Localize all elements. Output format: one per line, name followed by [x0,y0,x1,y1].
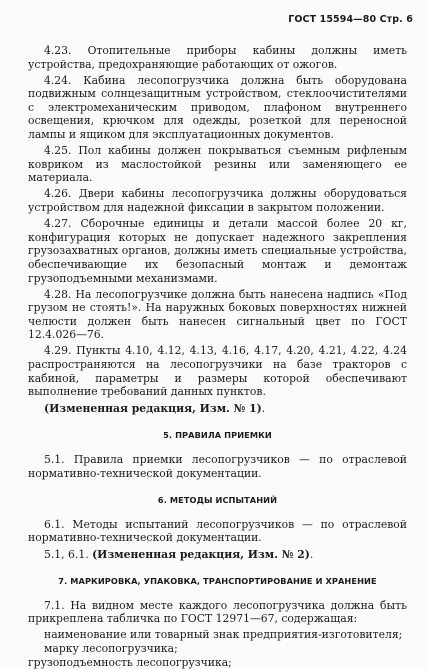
section-6-heading: 6. МЕТОДЫ ИСПЫТАНИЙ [157,495,278,506]
paragraph-4-24: 4.24. Кабина лесопогрузчика должна быть оборудована подвижным солнцезащитным устройством, стеклоочистителями с электромеханическим приводом, плафоном внутреннего освещения, крючком для одежды, розеткой для переносной лампы и ящиком для эксплуатационных документов. [28,73,407,142]
paragraph-4-23: 4.23. Отопительные приборы кабины должны иметь устройства, предохраняющие работающих от ожогов. [28,44,407,71]
paragraph-4-29: 4.29. Пункты 4.10, 4.12, 4.13, 4.16, 4.17, 4.20, 4.21, 4.22, 4.24 распространяются на лесопогрузчики на базе тракторов с кабиной, параметры и размеры которой обеспечивают выполнение требований данных пунктов. [28,344,407,399]
paragraph-4-27: 4.27. Сборочные единицы и детали массой более 20 кг, конфигурация которых не допускает надежного закрепления грузозахватных органов, должны иметь специальные устройства, обеспечивающие их безопасный монтаж и демонтаж грузоподъемными механизмами. [28,217,407,285]
section-5-heading: 5. ПРАВИЛА ПРИЕМКИ [163,430,272,441]
amendment-end-1: . [261,401,266,415]
paragraph-5-1: 5.1. Правила приемки лесопогрузчиков — по отраслевой нормативно-технической документации. [28,453,407,480]
paragraph-7-1: 7.1. На видном месте каждого лесопогрузчика должна быть прикреплена табличка по ГОСТ 12971—67, содержащая: [28,598,407,626]
amendment-label-2: (Измененная редакция, Изм. № 2) [92,547,310,561]
list-item: марку лесопогрузчика; [44,641,178,655]
paragraph-6-1: 6.1. Методы испытаний лесопогрузчиков — по отраслевой нормативно-технической документации. [28,517,407,545]
paragraph-4-26: 4.26. Двери кабины лесопогрузчика должны оборудоваться устройством для надежной фиксации в закрытом положении. [28,187,407,215]
list-item: грузоподъемность лесопогрузчика; [28,655,232,669]
amendment-note-1 [28,402,407,416]
amendment-note-2 [28,548,407,562]
list-item: наименование или товарный знак предприятия-изготовителя; [44,628,403,642]
page-header: ГОСТ 15594—80 Стр. 6 [288,14,413,25]
document-body [28,44,407,669]
label-contents-list [28,628,407,669]
amendment-prefix-2: 5.1, 6.1. [44,547,93,561]
amendment-end-2: . [309,547,314,561]
amendment-label-1: (Измененная редакция, Изм. № 1) [44,401,262,415]
paragraph-4-28: 4.28. На лесопогрузчике должна быть нанесена надпись «Под грузом не стоять!». На наружных боковых поверхностях нижней челюсти должен быть нанесен сигнальный цвет по ГОСТ 12.4.026—76. [28,287,407,342]
section-7-heading: 7. МАРКИРОВКА, УПАКОВКА, ТРАНСПОРТИРОВАНИЕ И ХРАНЕНИЕ [58,576,377,587]
paragraph-4-25: 4.25. Пол кабины должен покрываться съемным рифленым ковриком из маслостойкой резины или заменяющего ее материала. [28,144,407,185]
